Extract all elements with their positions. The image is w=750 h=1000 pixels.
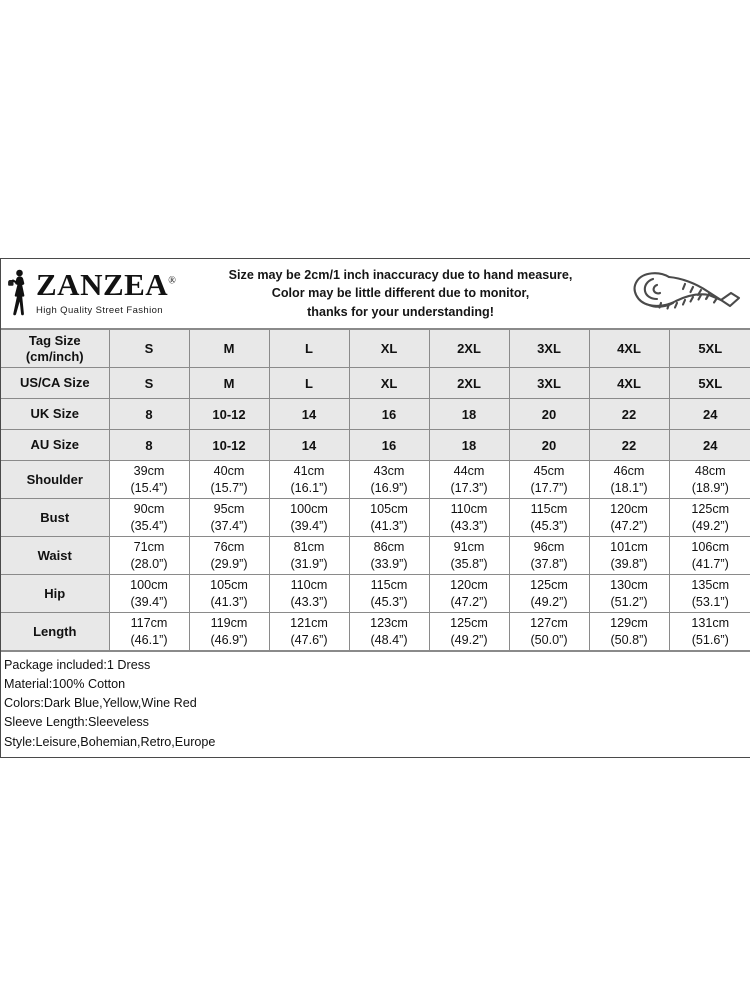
shoulder-4xl [589, 461, 669, 499]
chart-header [1, 259, 750, 329]
us-ca-size-8: 5XL [669, 368, 750, 399]
shoulder-xl [349, 461, 429, 499]
length-s [109, 613, 189, 651]
row-label-tag-size [1, 330, 109, 368]
value-inch: (18.9”) [691, 480, 729, 495]
length-5xl [669, 613, 750, 651]
us-ca-size-2: M [189, 368, 269, 399]
waist-m [189, 537, 269, 575]
hip-4xl [589, 575, 669, 613]
au-size-1: 8 [109, 430, 189, 461]
value-inch: (49.2”) [450, 632, 488, 647]
detail-colors: Colors:Dark Blue,Yellow,Wine Red [4, 696, 197, 711]
value-cm: 121cm [290, 616, 328, 631]
value-cm: 110cm [290, 578, 328, 593]
value-cm: 86cm [373, 540, 405, 555]
detail-sleeve-length: Sleeve Length:Sleeveless [4, 715, 149, 730]
bust-s [109, 499, 189, 537]
value-cm: 100cm [130, 578, 168, 593]
au-size-2: 10-12 [189, 430, 269, 461]
value-inch: (39.8”) [610, 556, 648, 571]
value-cm: 115cm [530, 502, 568, 517]
tag-size-line1: Tag Size [28, 333, 81, 349]
value-inch: (49.2”) [691, 518, 729, 533]
au-size-4: 16 [349, 430, 429, 461]
measuring-tape-icon [620, 262, 750, 326]
row-label-us-ca-size: US/CA Size [1, 368, 109, 399]
value-cm: 46cm [613, 464, 645, 479]
length-2xl [429, 613, 509, 651]
bust-3xl [509, 499, 589, 537]
value-cm: 71cm [133, 540, 165, 555]
value-cm: 45cm [533, 464, 565, 479]
value-cm: 106cm [691, 540, 730, 555]
bust-m [189, 499, 269, 537]
value-inch: (16.9”) [370, 480, 408, 495]
waist-xl [349, 537, 429, 575]
value-cm: 105cm [210, 578, 248, 593]
tag-size-5xl: 5XL [669, 330, 750, 368]
value-inch: (17.3”) [450, 480, 488, 495]
notice-line-2: Color may be little different due to monitor, [271, 286, 530, 301]
value-cm: 120cm [450, 578, 488, 593]
waist-4xl [589, 537, 669, 575]
brand-name: ZANZEA® [36, 266, 177, 302]
length-l [269, 613, 349, 651]
table-row-uk-size [1, 399, 750, 430]
value-cm: 119cm [210, 616, 248, 631]
hip-xl [349, 575, 429, 613]
value-cm: 76cm [213, 540, 245, 555]
value-inch: (50.8”) [610, 632, 648, 647]
value-cm: 91cm [453, 540, 485, 555]
value-inch: (49.2”) [530, 594, 568, 609]
hip-m [189, 575, 269, 613]
value-inch: (16.1”) [290, 480, 328, 495]
hip-2xl [429, 575, 509, 613]
length-3xl [509, 613, 589, 651]
value-inch: (35.4”) [130, 518, 168, 533]
value-inch: (28.0”) [130, 556, 168, 571]
value-inch: (41.7”) [691, 556, 729, 571]
product-details [1, 651, 750, 757]
row-label-uk-size: UK Size [1, 399, 109, 430]
value-cm: 95cm [213, 502, 245, 517]
value-inch: (47.2”) [610, 518, 648, 533]
value-cm: 125cm [530, 578, 568, 593]
tag-size-line2: (cm/inch) [25, 348, 84, 364]
us-ca-size-4: XL [349, 368, 429, 399]
uk-size-6: 20 [509, 399, 589, 430]
value-inch: (48.4”) [370, 632, 408, 647]
notice-line-1: Size may be 2cm/1 inch inaccuracy due to hand measure, [228, 268, 573, 283]
value-inch: (51.2”) [610, 594, 648, 609]
value-cm: 135cm [691, 578, 730, 593]
shoulder-m [189, 461, 269, 499]
brand-logo [1, 266, 191, 322]
detail-package: Package included:1 Dress [4, 658, 151, 672]
table-row-length [1, 613, 750, 651]
value-inch: (41.3”) [210, 594, 248, 609]
value-cm: 48cm [694, 464, 726, 479]
uk-size-8: 24 [669, 399, 750, 430]
value-cm: 123cm [370, 616, 408, 631]
value-cm: 110cm [450, 502, 488, 517]
row-label-au-size: AU Size [1, 430, 109, 461]
measurement-notice [191, 266, 620, 321]
au-size-6: 20 [509, 430, 589, 461]
hip-s [109, 575, 189, 613]
value-inch: (17.7”) [530, 480, 568, 495]
value-inch: (47.2”) [450, 594, 488, 609]
value-cm: 117cm [130, 616, 168, 631]
value-inch: (15.4”) [130, 480, 168, 495]
size-chart [0, 258, 750, 758]
hip-l [269, 575, 349, 613]
value-cm: 125cm [691, 502, 730, 517]
value-cm: 43cm [373, 464, 405, 479]
value-cm: 44cm [453, 464, 485, 479]
value-inch: (37.8”) [530, 556, 568, 571]
us-ca-size-7: 4XL [589, 368, 669, 399]
notice-line-3: thanks for your understanding! [307, 304, 494, 319]
table-row-tag-size [1, 330, 750, 368]
value-inch: (47.6”) [290, 632, 328, 647]
uk-size-5: 18 [429, 399, 509, 430]
us-ca-size-6: 3XL [509, 368, 589, 399]
value-cm: 41cm [293, 464, 325, 479]
value-inch: (45.3”) [530, 518, 568, 533]
tag-size-l: L [269, 330, 349, 368]
value-inch: (41.3”) [370, 518, 408, 533]
value-inch: (50.0”) [530, 632, 568, 647]
shoulder-s [109, 461, 189, 499]
value-inch: (43.3”) [450, 518, 488, 533]
value-cm: 40cm [213, 464, 245, 479]
tag-size-3xl: 3XL [509, 330, 589, 368]
au-size-3: 14 [269, 430, 349, 461]
value-cm: 131cm [691, 616, 730, 631]
shoulder-5xl [669, 461, 750, 499]
table-row-bust [1, 499, 750, 537]
value-inch: (46.9”) [210, 632, 248, 647]
uk-size-3: 14 [269, 399, 349, 430]
shoulder-3xl [509, 461, 589, 499]
value-cm: 100cm [290, 502, 328, 517]
waist-l [269, 537, 349, 575]
hip-5xl [669, 575, 750, 613]
value-cm: 120cm [610, 502, 648, 517]
value-inch: (15.7”) [210, 480, 248, 495]
length-4xl [589, 613, 669, 651]
value-inch: (43.3”) [290, 594, 328, 609]
value-cm: 129cm [610, 616, 648, 631]
au-size-7: 22 [589, 430, 669, 461]
au-size-5: 18 [429, 430, 509, 461]
table-row-au-size [1, 430, 750, 461]
us-ca-size-3: L [269, 368, 349, 399]
table-row-us-ca-size [1, 368, 750, 399]
value-inch: (35.8”) [450, 556, 488, 571]
value-inch: (53.1”) [691, 594, 729, 609]
row-label-length: Length [1, 613, 109, 651]
table-row-waist [1, 537, 750, 575]
brand-tagline: High Quality Street Fashion [36, 304, 163, 316]
au-size-8: 24 [669, 430, 750, 461]
value-inch: (45.3”) [370, 594, 408, 609]
tag-size-s: S [109, 330, 189, 368]
value-inch: (31.9”) [290, 556, 328, 571]
tag-size-4xl: 4XL [589, 330, 669, 368]
uk-size-4: 16 [349, 399, 429, 430]
row-label-bust: Bust [1, 499, 109, 537]
uk-size-1: 8 [109, 399, 189, 430]
uk-size-7: 22 [589, 399, 669, 430]
waist-s [109, 537, 189, 575]
bust-5xl [669, 499, 750, 537]
tag-size-m: M [189, 330, 269, 368]
value-cm: 101cm [610, 540, 648, 555]
value-cm: 96cm [533, 540, 565, 555]
waist-3xl [509, 537, 589, 575]
shoulder-l [269, 461, 349, 499]
length-m [189, 613, 269, 651]
value-cm: 90cm [133, 502, 165, 517]
row-label-shoulder: Shoulder [1, 461, 109, 499]
value-cm: 125cm [450, 616, 488, 631]
woman-silhouette-icon [7, 266, 35, 322]
bust-l [269, 499, 349, 537]
value-cm: 81cm [293, 540, 325, 555]
uk-size-2: 10-12 [189, 399, 269, 430]
table-row-hip [1, 575, 750, 613]
bust-2xl [429, 499, 509, 537]
value-cm: 130cm [610, 578, 648, 593]
value-cm: 105cm [370, 502, 408, 517]
measurements-table [1, 329, 750, 651]
value-inch: (51.6”) [691, 632, 729, 647]
waist-2xl [429, 537, 509, 575]
value-inch: (37.4”) [210, 518, 248, 533]
tag-size-2xl: 2XL [429, 330, 509, 368]
table-row-shoulder [1, 461, 750, 499]
value-inch: (33.9”) [370, 556, 408, 571]
value-inch: (29.9”) [210, 556, 248, 571]
waist-5xl [669, 537, 750, 575]
detail-material: Material:100% Cotton [4, 677, 126, 692]
value-inch: (46.1”) [130, 632, 168, 647]
tag-size-xl: XL [349, 330, 429, 368]
value-cm: 39cm [133, 464, 165, 479]
value-inch: (18.1”) [610, 480, 648, 495]
bust-xl [349, 499, 429, 537]
length-xl [349, 613, 429, 651]
bust-4xl [589, 499, 669, 537]
shoulder-2xl [429, 461, 509, 499]
value-inch: (39.4”) [130, 594, 168, 609]
hip-3xl [509, 575, 589, 613]
row-label-hip: Hip [1, 575, 109, 613]
value-inch: (39.4”) [290, 518, 328, 533]
us-ca-size-1: S [109, 368, 189, 399]
row-label-waist: Waist [1, 537, 109, 575]
us-ca-size-5: 2XL [429, 368, 509, 399]
detail-style: Style:Leisure,Bohemian,Retro,Europe [4, 734, 216, 749]
value-cm: 115cm [370, 578, 408, 593]
value-cm: 127cm [530, 616, 568, 631]
registered-mark: ® [168, 275, 177, 287]
